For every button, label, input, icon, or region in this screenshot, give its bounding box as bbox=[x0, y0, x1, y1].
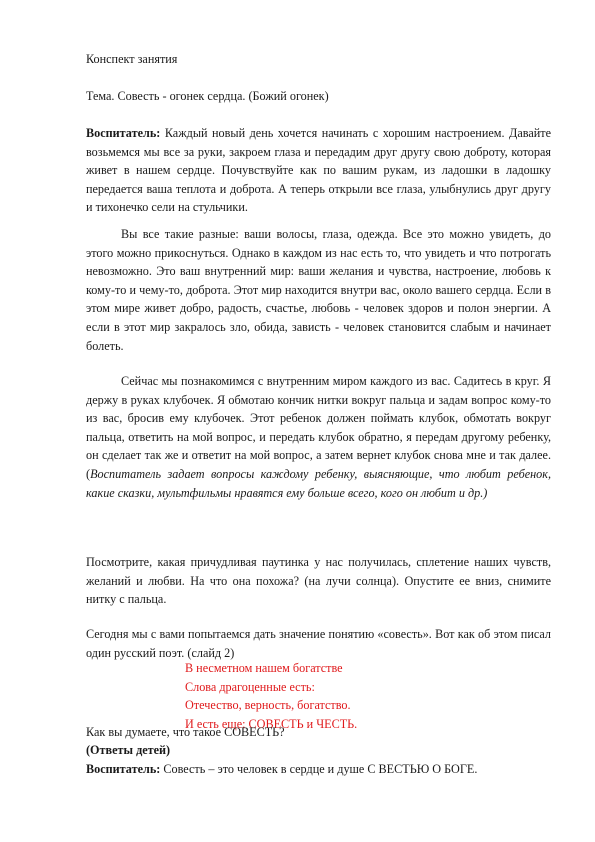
final-speaker: Воспитатель: bbox=[86, 762, 161, 776]
final-text: Совесть – это человек в сердце и душе С ВЕСТЬЮ О БОГЕ. bbox=[160, 762, 478, 776]
intro-paragraph bbox=[86, 124, 551, 217]
document-title: Конспект занятия bbox=[86, 52, 178, 66]
intro-speaker: Воспитатель: bbox=[86, 126, 161, 140]
yarn-ball-paragraph bbox=[86, 372, 551, 502]
inner-world-paragraph: Вы все такие разные: ваши волосы, глаза, одежда. Все это можно увидеть, до этого можно прикоснуться. Однако в каждом из нас есть то, что увидеть и что потрогать невозможно. Это ваш внутренний мир: ваши желания и чувства, настроение, любовь к кому-то и чему-то, доброта. Этот мир находится внутри вас, около вашего сердца. Если в этом мире живет добро, радость, счастье, любовь - человек здоров и полон энергии. А если в этот мир закралось зло, обида, зависть - человек становится слабым и начинает болеть. bbox=[86, 227, 551, 353]
yarn-ball-note: Воспитатель задает вопросы каждому ребенку, выясняющие, что любит ребенок, какие сказки, мультфильмы нравятся ему больше всего, кого он любит и др.) bbox=[86, 466, 551, 500]
lesson-topic: Тема. Совесть - огонек сердца. (Божий огонек) bbox=[86, 89, 329, 103]
question-line: Как вы думаете, что такое СОВЕСТЬ? bbox=[86, 725, 285, 739]
intro-text: Каждый новый день хочется начинать с хорошим настроением. Давайте возьмемся мы все за руки, закроем глаза и передадим друг другу свою доброту, которая живет в нашем сердце. Почувствуйте как по вашим рукам, из ладошки в ладошку передается ваша теплота и доброта. А теперь открыли все глаза, улыбнулись друг другу и тихонечко сели на стульчики. bbox=[86, 126, 551, 215]
yarn-ball-text: Сейчас мы познакомимся с внутренним миром каждого из вас. Садитесь в круг. Я держу в руках клубочек. Я обмотаю кончик нитки вокруг пальца и задам вопрос кому-то из вас, бросив ему клубочек. Этот ребенок должен поймать клубок, обмотать вокруг пальца, ответить на мой вопрос, и передать клубок обратно, я передам другому ребенку, он сделает так же и ответит на мой вопрос, а затем вернет клубок снова мне и так далее. ( bbox=[86, 374, 551, 481]
children-answers: (Ответы детей) bbox=[86, 743, 171, 757]
poem-line: И есть еще: СОВЕСТЬ и ЧЕСТЬ. bbox=[185, 716, 358, 731]
web-paragraph: Посмотрите, какая причудливая паутинка у нас получилась, сплетение наших чувств, желаний и любви. На что она похожа? (на лучи солнца). Опустите ее вниз, снимите нитку с пальца. bbox=[86, 555, 551, 607]
final-paragraph bbox=[86, 760, 551, 779]
poem-line: Отечество, верность, богатство. bbox=[185, 698, 351, 713]
today-paragraph: Сегодня мы с вами попытаемся дать значение понятию «совесть». Вот как об этом писал один русский поэт. (слайд 2) bbox=[86, 627, 551, 660]
poem-line: В несметном нашем богатстве bbox=[185, 661, 343, 675]
poem-line: Слова драгоценные есть: bbox=[185, 679, 315, 694]
